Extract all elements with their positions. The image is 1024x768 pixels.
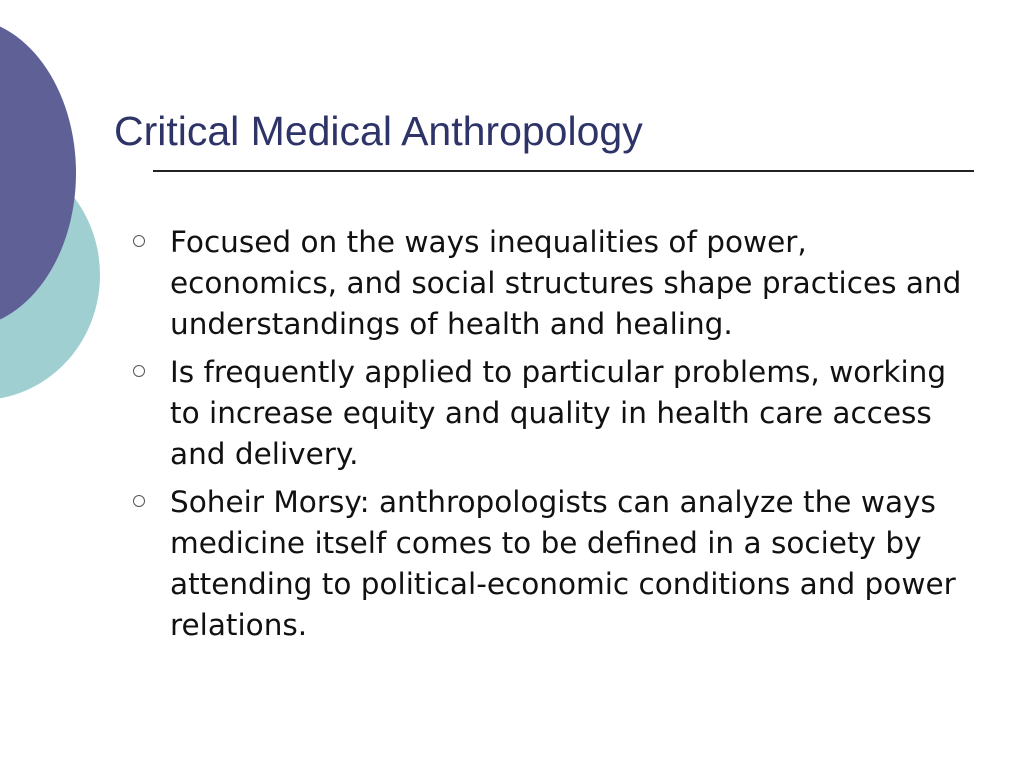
title-underline xyxy=(153,170,974,172)
bullet-item xyxy=(130,482,980,646)
bullet-text: Focused on the ways inequalities of power, economics, and social structures shape practices and understandings of health and healing. xyxy=(170,225,962,341)
bullet-text: Soheir Morsy: anthropologists can analyze the ways medicine itself comes to be defined in a society by attending to political-economic conditions and power relations. xyxy=(170,485,956,642)
hollow-circle-bullet-icon xyxy=(133,235,145,247)
hollow-circle-bullet-icon xyxy=(133,365,145,377)
bullet-list xyxy=(130,222,980,653)
bullet-item xyxy=(130,352,980,475)
hollow-circle-bullet-icon xyxy=(133,495,145,507)
bullet-text: Is frequently applied to particular problems, working to increase equity and quality in health care access and delivery. xyxy=(170,355,947,471)
slide-title: Critical Medical Anthropology xyxy=(114,108,643,154)
bullet-item xyxy=(130,222,980,345)
